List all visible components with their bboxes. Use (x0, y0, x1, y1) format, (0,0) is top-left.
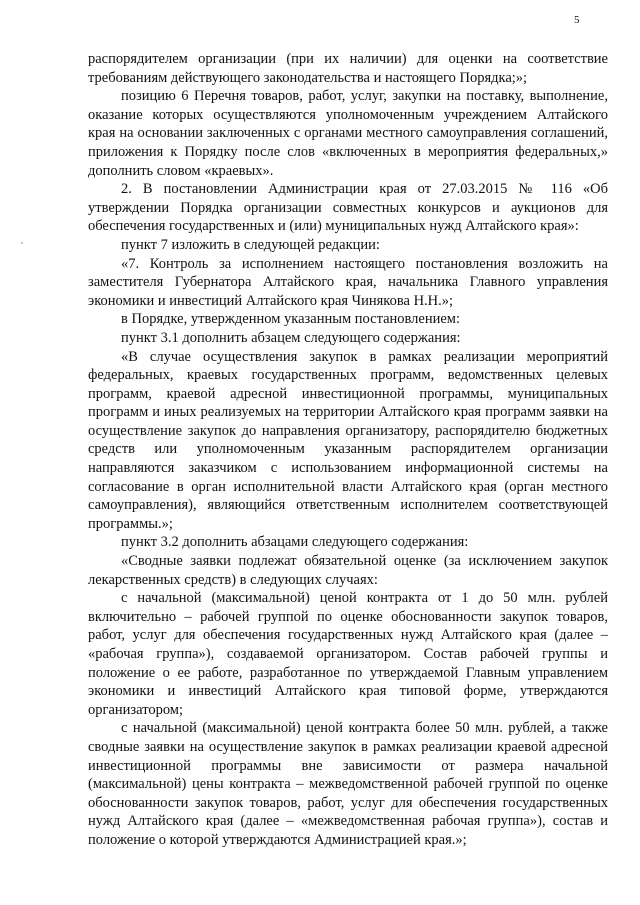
paragraph: с начальной (максимальной) ценой контракта от 1 до 50 млн. рублей включительно – рабочей группой по оценке обоснованности закупок товаров, работ, услуг для обеспечения государственных нужд Алтайского края (далее – «рабочая группа»), создаваемой организатором. Состав рабочей группы и положение о ее работе, разработанное по утверждаемой Главным управлением экономики и инвестиций Алтайского края типовой форме, утверждаются организатором; (88, 590, 608, 718)
page-number: 5 (574, 14, 580, 26)
paragraph: позицию 6 Перечня товаров, работ, услуг, закупки на поставку, выполнение, оказание которых осуществляются уполномоченным учреждением Алтайского края на основании заключенных с органами местного самоуправления соглашений, приложения к Порядку после слов «включенных в мероприятия федеральных,» дополнить словом «краевых». (88, 88, 608, 179)
paragraph: пункт 3.1 дополнить абзацем следующего содержания: (121, 329, 461, 346)
margin-mark: , (21, 236, 23, 245)
paragraph: «Сводные заявки подлежат обязательной оценке (за исключением закупок лекарственных средств) в следующих случаях: (88, 553, 608, 588)
paragraph: «В случае осуществления закупок в рамках реализации мероприятий федеральных, краевых государственных программ, ведомственных целевых программ, краевой адресной инвестиционной программы, муниципальных программ и иных реализуемых на территории Алтайского края программ заявки на осуществление закупок до направления организатору, распорядителю бюджетных средств или уполномоченным указанным распорядителем организации направляются заказчиком с использованием информационной системы на согласование в орган исполнительной власти Алтайского края (орган местного самоуправления), являющийся ответственным исполнителем соответствующей программы.»; (88, 348, 608, 532)
paragraph: пункт 3.2 дополнить абзацами следующего содержания: (121, 534, 469, 551)
paragraph: распорядителем организации (при их наличии) для оценки на соответствие требованиям действующего законодательства и настоящего Порядка;»; (88, 51, 608, 86)
paragraph: в Порядке, утвержденном указанным постановлением: (121, 311, 461, 328)
paragraph: «7. Контроль за исполнением настоящего постановления возложить на заместителя Губернатора Алтайского края, начальника Главного управления экономики и инвестиций Алтайского края Чинякова Н.Н.»; (88, 255, 608, 309)
paragraph: пункт 7 изложить в следующей редакции: (121, 236, 380, 253)
paragraph: с начальной (максимальной) ценой контракта более 50 млн. рублей, а также сводные заявки на осуществление закупок в рамках реализации краевой адресной инвестиционной программы вне зависимости от размера начальной (максимальной) цены контракта – межведомственной рабочей группой по оценке обоснованности закупок товаров, работ, услуг для обеспечения государственных нужд Алтайского края (далее – «межведомственная рабочая группа»), состав и положение о которой утверждаются Администрацией края.»; (88, 720, 608, 848)
document-body (88, 50, 608, 850)
paragraph: 2. В постановлении Администрации края от 27.03.2015 № 116 «Об утверждении Порядка организации совместных конкурсов и аукционов для обеспечения государственных и (или) муниципальных нужд Алтайского края»: (88, 181, 608, 235)
